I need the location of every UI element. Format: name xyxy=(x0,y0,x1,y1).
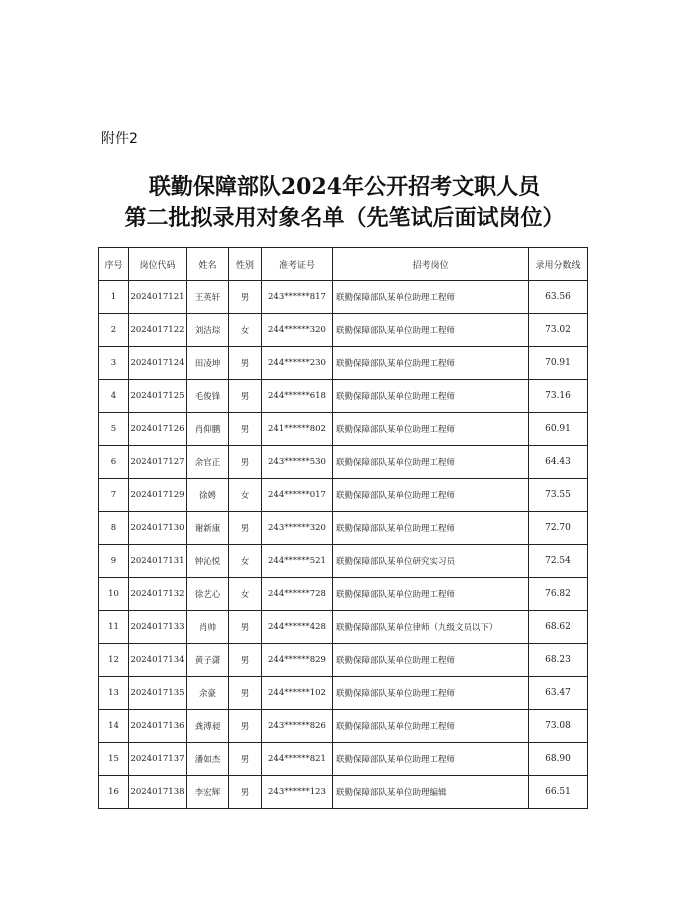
cell-gender: 男 xyxy=(229,743,262,776)
cell-index: 1 xyxy=(99,281,129,314)
cell-index: 10 xyxy=(99,578,129,611)
cell-position: 联勤保障部队某单位助理编辑 xyxy=(333,776,529,809)
cell-position-code: 2024017124 xyxy=(129,347,187,380)
table-row xyxy=(99,413,588,446)
cell-gender: 男 xyxy=(229,677,262,710)
table-row xyxy=(99,446,588,479)
cell-exam-id: 244******618 xyxy=(262,380,333,413)
cell-position-code: 2024017131 xyxy=(129,545,187,578)
cell-index: 5 xyxy=(99,413,129,446)
table-header-row xyxy=(99,248,588,281)
cell-gender: 男 xyxy=(229,644,262,677)
cell-exam-id: 243******123 xyxy=(262,776,333,809)
cell-position: 联勤保障部队某单位助理工程师 xyxy=(333,347,529,380)
table-row xyxy=(99,380,588,413)
cell-exam-id: 244******017 xyxy=(262,479,333,512)
header-cell: 准考证号 xyxy=(262,248,333,281)
cell-exam-id: 243******320 xyxy=(262,512,333,545)
table-row xyxy=(99,644,588,677)
cell-index: 2 xyxy=(99,314,129,347)
cell-exam-id: 244******320 xyxy=(262,314,333,347)
cell-exam-id: 243******530 xyxy=(262,446,333,479)
cell-gender: 男 xyxy=(229,281,262,314)
cell-position-code: 2024017126 xyxy=(129,413,187,446)
cell-gender: 男 xyxy=(229,446,262,479)
header-cell: 录用分数线 xyxy=(529,248,588,281)
cell-name: 刘洁琮 xyxy=(187,314,229,347)
cell-gender: 男 xyxy=(229,710,262,743)
table-row xyxy=(99,578,588,611)
cell-position: 联勤保障部队某单位助理工程师 xyxy=(333,413,529,446)
cell-position: 联勤保障部队某单位助理工程师 xyxy=(333,743,529,776)
cell-position: 联勤保障部队某单位律师（九级文员以下） xyxy=(333,611,529,644)
cell-gender: 女 xyxy=(229,479,262,512)
cell-index: 13 xyxy=(99,677,129,710)
cell-index: 16 xyxy=(99,776,129,809)
cell-position-code: 2024017138 xyxy=(129,776,187,809)
table-row xyxy=(99,710,588,743)
cell-index: 7 xyxy=(99,479,129,512)
cell-index: 6 xyxy=(99,446,129,479)
cell-score: 68.23 xyxy=(529,644,588,677)
header-cell: 招考岗位 xyxy=(333,248,529,281)
cell-position-code: 2024017137 xyxy=(129,743,187,776)
cell-name: 徐娉 xyxy=(187,479,229,512)
cell-exam-id: 243******817 xyxy=(262,281,333,314)
cell-name: 王英轩 xyxy=(187,281,229,314)
table-row xyxy=(99,776,588,809)
cell-exam-id: 244******521 xyxy=(262,545,333,578)
cell-gender: 女 xyxy=(229,314,262,347)
cell-index: 3 xyxy=(99,347,129,380)
cell-gender: 女 xyxy=(229,545,262,578)
cell-position-code: 2024017130 xyxy=(129,512,187,545)
cell-name: 徐艺心 xyxy=(187,578,229,611)
cell-position-code: 2024017127 xyxy=(129,446,187,479)
table-row xyxy=(99,347,588,380)
cell-score: 63.56 xyxy=(529,281,588,314)
cell-score: 70.91 xyxy=(529,347,588,380)
cell-index: 14 xyxy=(99,710,129,743)
cell-exam-id: 241******802 xyxy=(262,413,333,446)
cell-name: 田凌坤 xyxy=(187,347,229,380)
cell-position-code: 2024017134 xyxy=(129,644,187,677)
cell-position: 联勤保障部队某单位研究实习员 xyxy=(333,545,529,578)
cell-name: 潘如杰 xyxy=(187,743,229,776)
cell-exam-id: 244******728 xyxy=(262,578,333,611)
cell-score: 60.91 xyxy=(529,413,588,446)
candidate-table xyxy=(98,247,588,809)
cell-position-code: 2024017121 xyxy=(129,281,187,314)
cell-position: 联勤保障部队某单位助理工程师 xyxy=(333,578,529,611)
cell-name: 余官正 xyxy=(187,446,229,479)
cell-position: 联勤保障部队某单位助理工程师 xyxy=(333,314,529,347)
cell-score: 73.02 xyxy=(529,314,588,347)
table-row xyxy=(99,479,588,512)
cell-name: 谢新康 xyxy=(187,512,229,545)
cell-position-code: 2024017129 xyxy=(129,479,187,512)
attachment-label: 附件2 xyxy=(101,131,138,147)
cell-exam-id: 243******826 xyxy=(262,710,333,743)
cell-index: 12 xyxy=(99,644,129,677)
cell-gender: 男 xyxy=(229,380,262,413)
cell-position-code: 2024017122 xyxy=(129,314,187,347)
cell-exam-id: 244******230 xyxy=(262,347,333,380)
cell-score: 73.08 xyxy=(529,710,588,743)
cell-score: 63.47 xyxy=(529,677,588,710)
cell-score: 76.82 xyxy=(529,578,588,611)
cell-exam-id: 244******821 xyxy=(262,743,333,776)
page-title-line-1: 联勤保障部队2024年公开招考文职人员 xyxy=(148,174,541,200)
cell-gender: 男 xyxy=(229,776,262,809)
cell-position: 联勤保障部队某单位助理工程师 xyxy=(333,281,529,314)
cell-position: 联勤保障部队某单位助理工程师 xyxy=(333,677,529,710)
cell-score: 72.70 xyxy=(529,512,588,545)
cell-gender: 男 xyxy=(229,512,262,545)
cell-position-code: 2024017136 xyxy=(129,710,187,743)
cell-score: 72.54 xyxy=(529,545,588,578)
cell-position: 联勤保障部队某单位助理工程师 xyxy=(333,644,529,677)
cell-name: 李宏辉 xyxy=(187,776,229,809)
cell-name: 黄子潇 xyxy=(187,644,229,677)
cell-name: 毛俊锋 xyxy=(187,380,229,413)
table-row xyxy=(99,545,588,578)
header-cell: 岗位代码 xyxy=(129,248,187,281)
cell-name: 肖仰鹏 xyxy=(187,413,229,446)
table-row xyxy=(99,677,588,710)
cell-name: 龚溥昶 xyxy=(187,710,229,743)
cell-score: 68.62 xyxy=(529,611,588,644)
cell-score: 64.43 xyxy=(529,446,588,479)
table-row xyxy=(99,512,588,545)
cell-name: 钟沁悦 xyxy=(187,545,229,578)
cell-index: 11 xyxy=(99,611,129,644)
cell-exam-id: 244******829 xyxy=(262,644,333,677)
cell-index: 9 xyxy=(99,545,129,578)
cell-name: 肖帅 xyxy=(187,611,229,644)
cell-position-code: 2024017133 xyxy=(129,611,187,644)
cell-gender: 男 xyxy=(229,611,262,644)
table-row xyxy=(99,314,588,347)
cell-score: 73.16 xyxy=(529,380,588,413)
cell-position-code: 2024017125 xyxy=(129,380,187,413)
cell-position: 联勤保障部队某单位助理工程师 xyxy=(333,710,529,743)
cell-position-code: 2024017135 xyxy=(129,677,187,710)
cell-index: 8 xyxy=(99,512,129,545)
header-cell: 姓名 xyxy=(187,248,229,281)
cell-gender: 女 xyxy=(229,578,262,611)
cell-gender: 男 xyxy=(229,347,262,380)
table-row xyxy=(99,611,588,644)
cell-exam-id: 244******102 xyxy=(262,677,333,710)
table-row xyxy=(99,281,588,314)
cell-gender: 男 xyxy=(229,413,262,446)
cell-position-code: 2024017132 xyxy=(129,578,187,611)
cell-exam-id: 244******428 xyxy=(262,611,333,644)
header-cell: 序号 xyxy=(99,248,129,281)
cell-position: 联勤保障部队某单位助理工程师 xyxy=(333,479,529,512)
table-row xyxy=(99,743,588,776)
cell-score: 68.90 xyxy=(529,743,588,776)
cell-name: 余豪 xyxy=(187,677,229,710)
page-title-line-2: 第二批拟录用对象名单（先笔试后面试岗位） xyxy=(124,205,565,231)
cell-score: 73.55 xyxy=(529,479,588,512)
cell-score: 66.51 xyxy=(529,776,588,809)
header-cell: 性别 xyxy=(229,248,262,281)
cell-position: 联勤保障部队某单位助理工程师 xyxy=(333,512,529,545)
cell-index: 4 xyxy=(99,380,129,413)
cell-index: 15 xyxy=(99,743,129,776)
cell-position: 联勤保障部队某单位助理工程师 xyxy=(333,446,529,479)
cell-position: 联勤保障部队某单位助理工程师 xyxy=(333,380,529,413)
